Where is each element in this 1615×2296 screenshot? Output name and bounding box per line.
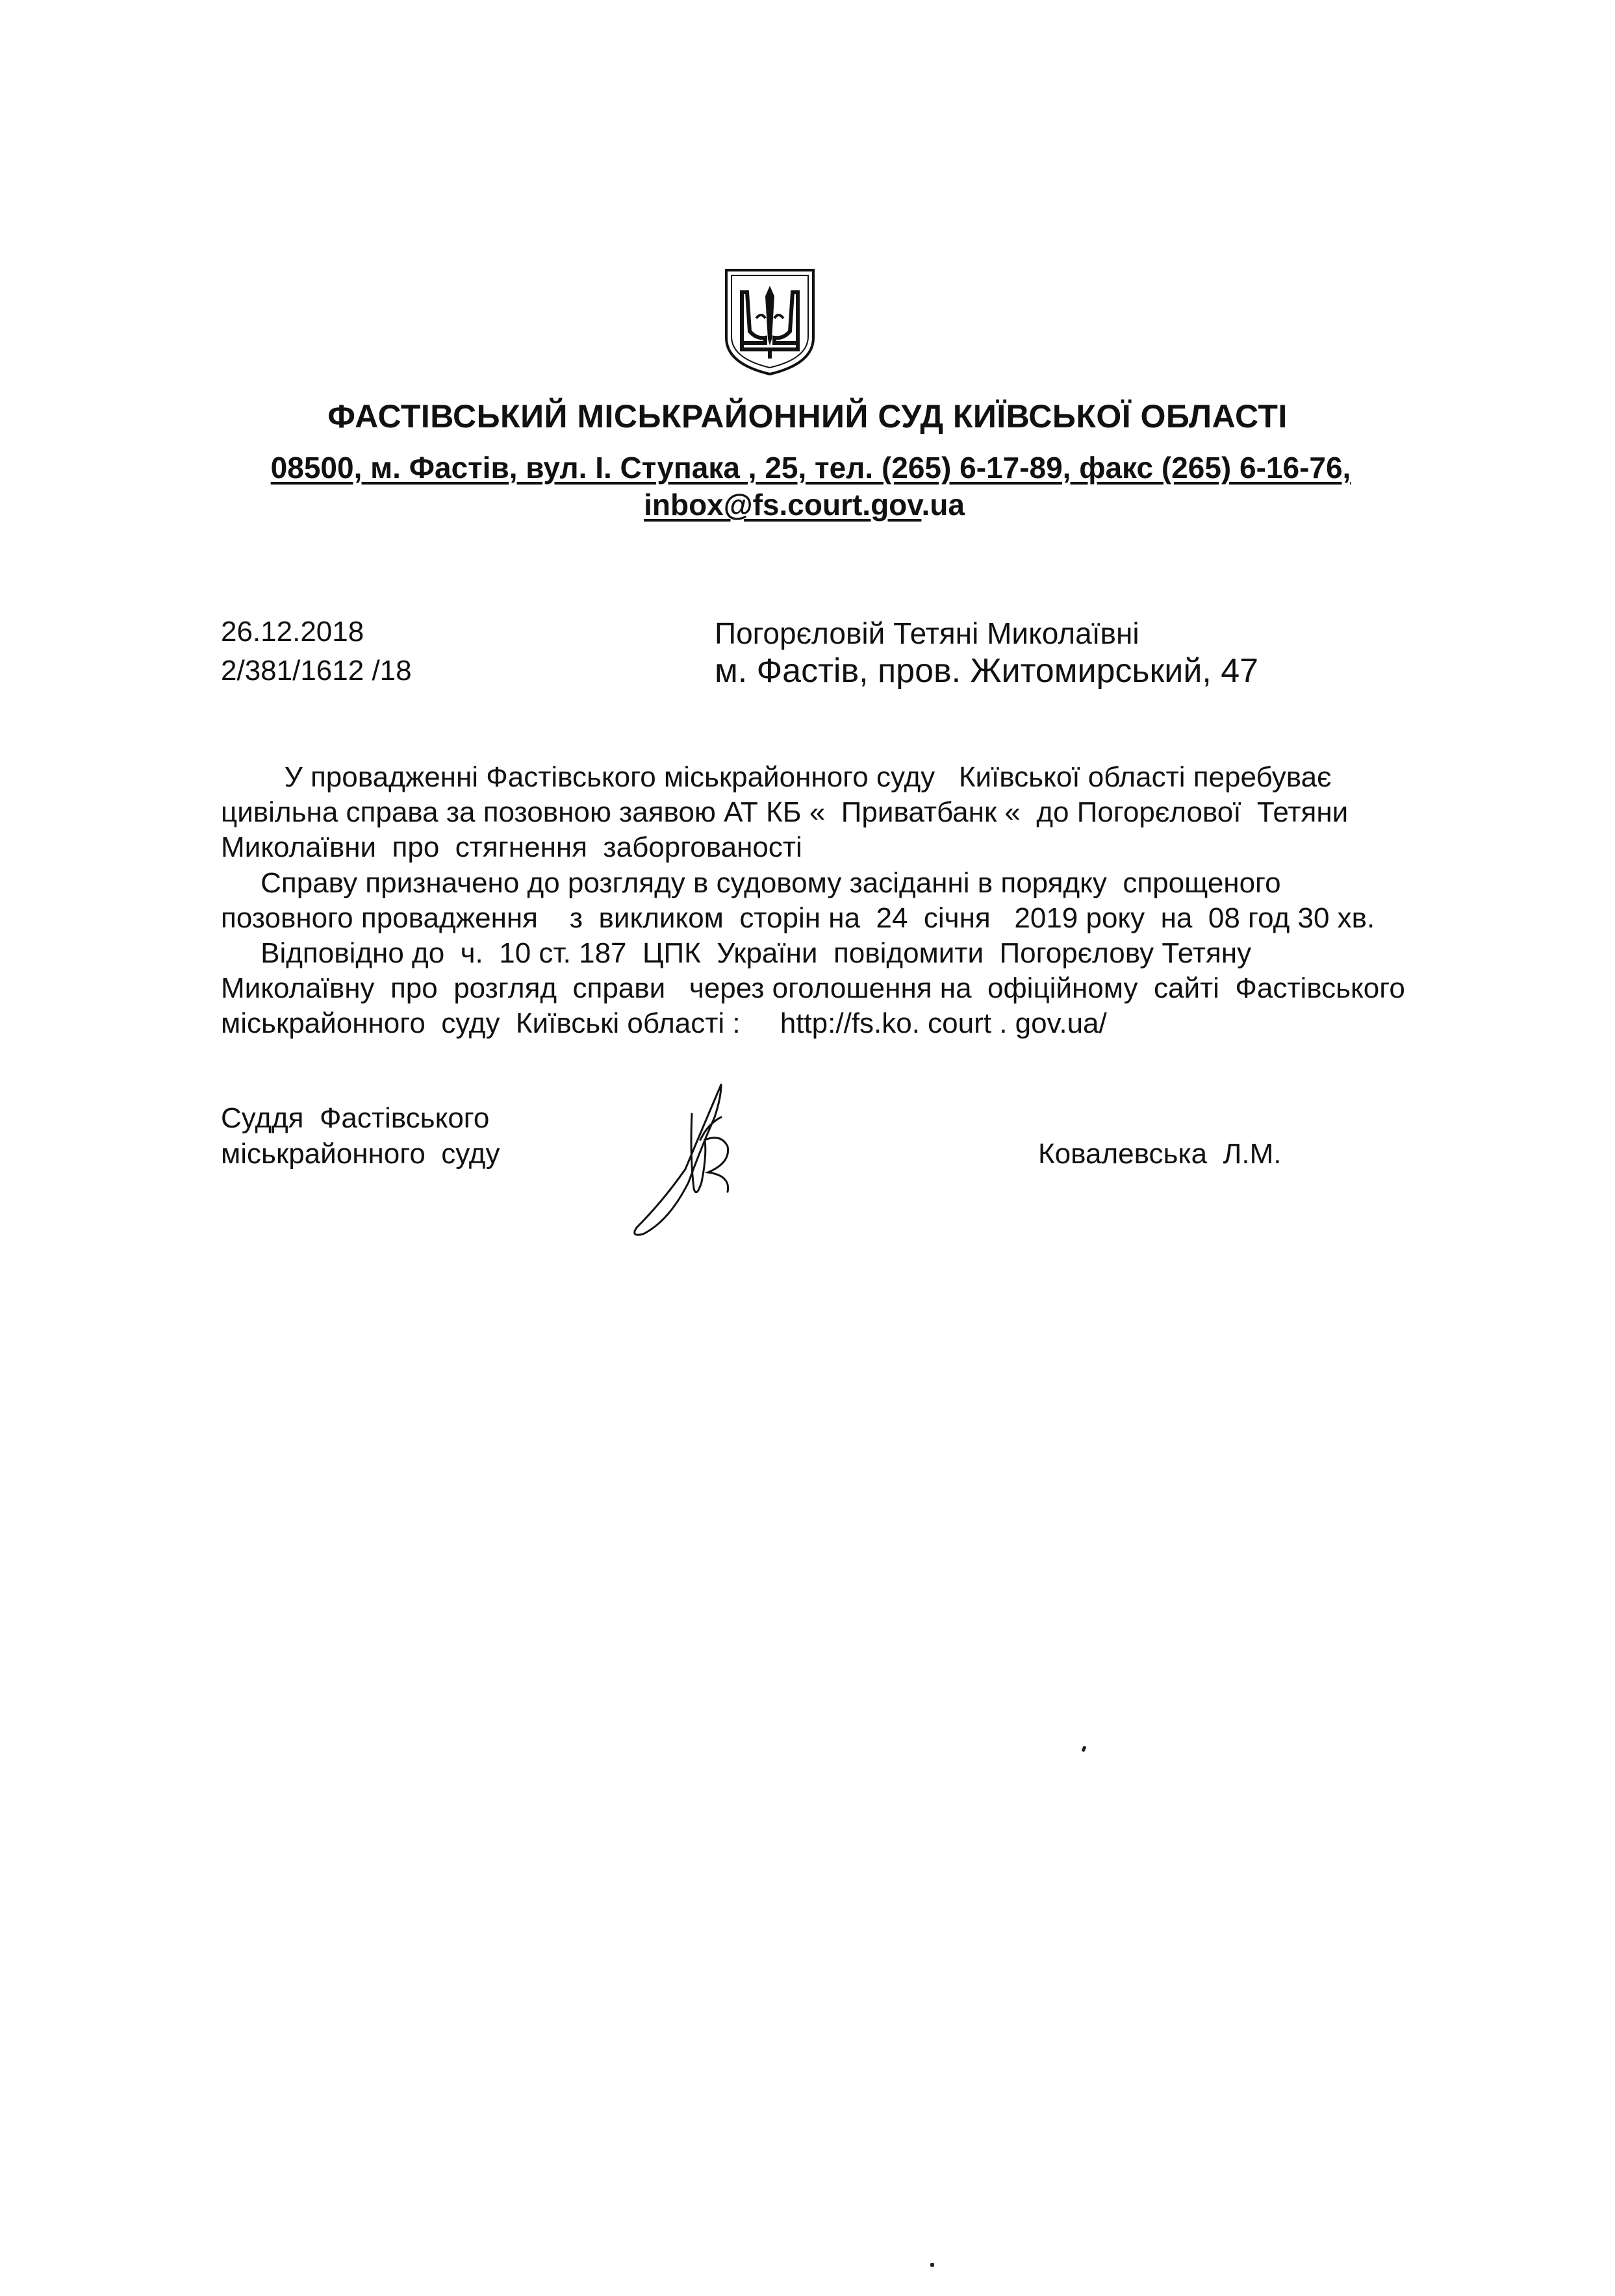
scan-speck bbox=[930, 2263, 934, 2267]
court-email: inbox@fs.court.gov bbox=[644, 488, 922, 522]
signer-title-line2: міськрайонного суду bbox=[221, 1138, 500, 1170]
court-name: ФАСТІВСЬКИЙ МІСЬКРАЙОННИЙ СУД КИЇВСЬКОЇ ОБЛАСТІ bbox=[327, 398, 1288, 435]
body-line: цивільна справа за позовною заявою АТ КБ « Приватбанк « до Погорєлової Тетяни bbox=[221, 796, 1349, 828]
court-email-suffix: .ua bbox=[921, 488, 965, 522]
letter-date: 26.12.2018 bbox=[221, 616, 364, 648]
court-address bbox=[3, 450, 1615, 485]
court-email-line bbox=[0, 487, 1612, 522]
body-line: міськрайонного суду Київські області : http://fs.ko. court . gov.ua/ bbox=[221, 1007, 1107, 1039]
recipient-name: Погорєловій Тетяні Миколаївні bbox=[715, 616, 1139, 650]
signer-title-line1: Суддя Фастівського bbox=[221, 1102, 490, 1134]
scan-speck bbox=[1081, 1745, 1086, 1752]
body-line: Відповідно до ч. 10 ст. 187 ЦПК України повідомити Погорєлову Тетяну bbox=[221, 937, 1252, 969]
court-address-line: 08500, м. Фастів, вул. І. Ступака , 25, тел. (265) 6-17-89, факс (265) 6-16-76, bbox=[270, 451, 1351, 485]
body-line: позовного провадження з викликом сторін на 24 січня 2019 року на 08 год 30 хв. bbox=[221, 902, 1375, 934]
outgoing-number: 2/381/1612 /18 bbox=[221, 655, 412, 687]
body-line: Справу призначено до розгляду в судовому засіданні в порядку спрощеного bbox=[221, 867, 1281, 899]
handwritten-signature bbox=[624, 1078, 773, 1247]
body-line: У провадженні Фастівського міськрайонного суду Київської області перебуває bbox=[221, 761, 1332, 793]
tryzub-coat-of-arms-icon bbox=[722, 266, 817, 377]
body-line: Миколаївну про розгляд справи через оголошення на офіційному сайті Фастівського bbox=[221, 972, 1405, 1004]
signer-name: Ковалевська Л.М. bbox=[1038, 1138, 1282, 1170]
recipient-address: м. Фастів, пров. Житомирський, 47 bbox=[715, 652, 1259, 690]
body-line: Миколаївни про стягнення заборгованості bbox=[221, 831, 802, 863]
